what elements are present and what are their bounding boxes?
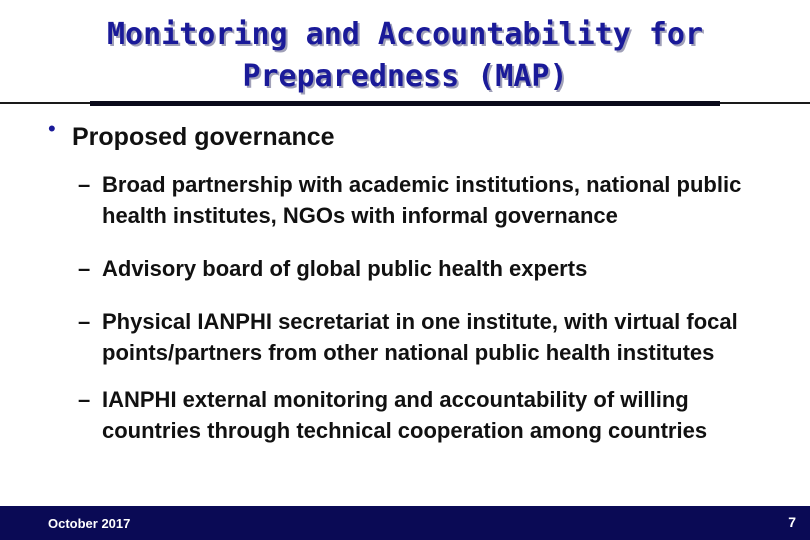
main-bullet [48, 116, 335, 153]
sub-bullet-item [78, 253, 790, 284]
sub-bullet-text: Broad partnership with academic institutions, national public health institutes, NGOs with informal governance [102, 172, 742, 228]
slide-title-line-1: Monitoring and Accountability for [106, 17, 704, 52]
dash-icon: – [78, 172, 91, 197]
sub-bullet-text: Physical IANPHI secretariat in one institute, with virtual focal points/partners from other national public health institutes [102, 309, 738, 365]
slide-title [0, 14, 810, 98]
sub-bullet-text: Advisory board of global public health experts [102, 256, 588, 281]
page-number: 7 [788, 514, 796, 530]
dash-icon: – [78, 387, 91, 412]
dash-icon: – [78, 256, 91, 281]
main-bullet-text: Proposed governance [72, 123, 335, 151]
sub-bullet-item [78, 306, 790, 368]
sub-bullet-text: IANPHI external monitoring and accountability of willing countries through technical cooperation among countries [102, 387, 708, 443]
footer-date: October 2017 [48, 516, 131, 531]
title-divider-thick [90, 101, 720, 106]
slide-title-line-2: Preparedness (MAP) [242, 59, 568, 94]
sub-bullet-item [78, 169, 790, 231]
footer-bar [0, 506, 810, 540]
bullet-icon: • [48, 116, 56, 141]
dash-icon: – [78, 309, 91, 334]
sub-bullet-list [78, 169, 790, 446]
sub-bullet-item [78, 384, 790, 446]
